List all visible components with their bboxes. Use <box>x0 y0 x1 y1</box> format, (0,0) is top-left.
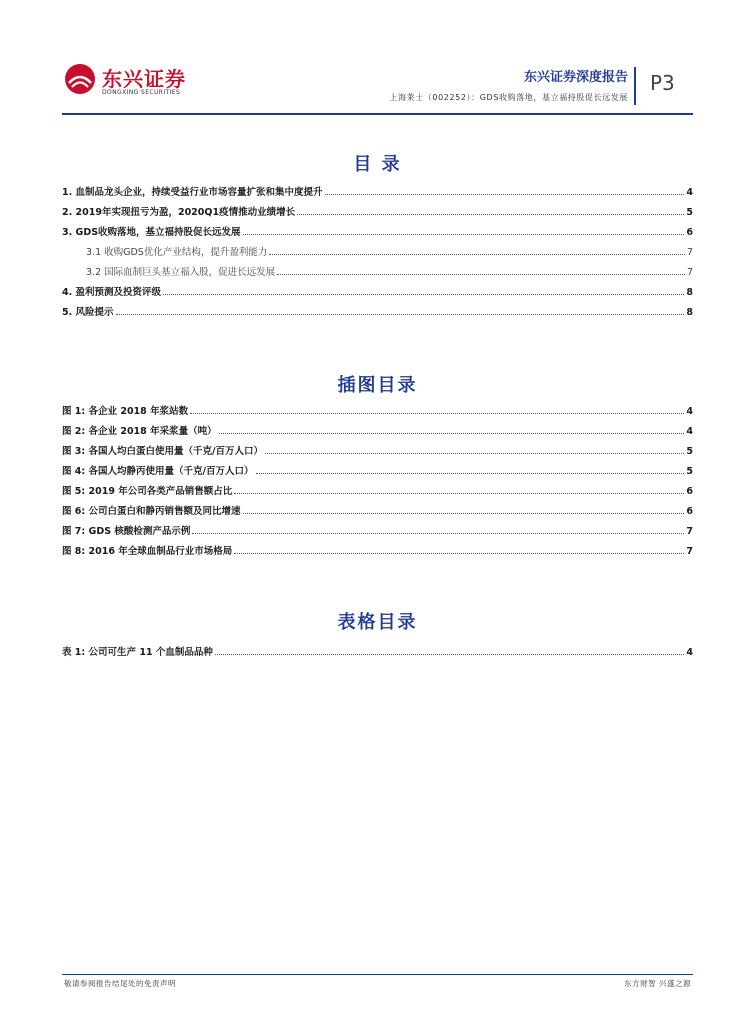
toc-item-text: 4. 盈利预测及投资评级 <box>62 287 162 298</box>
figure-item-text: 图 7: GDS 核酸检测产品示例 <box>62 526 191 537</box>
figure-item-page: 6 <box>686 506 693 517</box>
logo-english-name: DONGXING SECURITIES <box>102 89 181 96</box>
leader-dots <box>265 453 684 454</box>
toc-item-text: 3.1 收购GDS优化产业结构，提升盈利能力 <box>86 247 268 258</box>
leader-dots <box>234 553 684 554</box>
toc-item[interactable] <box>62 224 693 238</box>
logo-chinese-name: 东兴证券 <box>102 67 186 91</box>
figure-item-page: 4 <box>686 426 693 437</box>
leader-dots <box>163 294 684 295</box>
toc-item-page: 7 <box>686 267 693 278</box>
figure-item[interactable] <box>62 463 693 477</box>
figures-title: 插图目录 <box>337 375 418 396</box>
toc-item[interactable] <box>62 304 693 318</box>
dongxing-logo <box>64 63 214 103</box>
figure-item-text: 图 2: 各企业 2018 年采浆量（吨） <box>62 426 217 437</box>
toc-item-text: 3. GDS收购落地，基立福持股促长远发展 <box>62 227 241 238</box>
header-rule <box>62 113 693 115</box>
toc-item-page: 7 <box>686 247 693 258</box>
figure-item-page: 7 <box>686 546 693 557</box>
figure-item-page: 7 <box>686 526 693 537</box>
toc-item[interactable] <box>62 204 693 218</box>
figure-item[interactable] <box>62 443 693 457</box>
table-item-text: 表 1: 公司可生产 11 个血制品品种 <box>62 647 213 658</box>
leader-dots <box>190 413 684 414</box>
figure-item[interactable] <box>62 423 693 437</box>
leader-dots <box>256 473 685 474</box>
header-divider <box>634 67 636 105</box>
footer-slogan: 东方财智 兴盛之源 <box>624 979 691 988</box>
toc-title: 目 录 <box>353 154 402 175</box>
tables-title: 表格目录 <box>337 612 418 633</box>
figure-item[interactable] <box>62 403 693 417</box>
leader-dots <box>116 314 685 315</box>
toc-subitem[interactable] <box>86 244 693 258</box>
figure-item[interactable] <box>62 483 693 497</box>
figure-item-page: 5 <box>686 446 693 457</box>
footer-disclaimer: 敬请参阅报告结尾处的免责声明 <box>64 979 176 988</box>
toc-item[interactable] <box>62 184 693 198</box>
leader-dots <box>234 493 684 494</box>
figure-item-text: 图 3: 各国人均白蛋白使用量（千克/百万人口） <box>62 446 263 457</box>
toc-item-page: 5 <box>686 207 693 218</box>
toc-item-text: 5. 风险提示 <box>62 307 114 318</box>
figure-item-text: 图 4: 各国人均静丙使用量（千克/百万人口） <box>62 466 254 477</box>
toc-item-text: 3.2 国际血制巨头基立福入股，促进长远发展 <box>86 267 276 278</box>
leader-dots <box>325 194 685 195</box>
toc-item[interactable] <box>62 284 693 298</box>
figure-item[interactable] <box>62 503 693 517</box>
table-item[interactable] <box>62 644 693 658</box>
dongxing-logo-mark-icon <box>64 63 96 95</box>
figure-item-text: 图 1: 各企业 2018 年浆站数 <box>62 406 189 417</box>
toc-item-page: 8 <box>686 287 693 298</box>
leader-dots <box>297 214 684 215</box>
toc-item-page: 6 <box>686 227 693 238</box>
leader-dots <box>192 533 684 534</box>
toc-item-page: 8 <box>686 307 693 318</box>
table-item-page: 4 <box>686 647 693 658</box>
leader-dots <box>269 254 685 255</box>
figure-item-text: 图 6: 公司白蛋白和静丙销售额及同比增速 <box>62 506 241 517</box>
toc-subitem[interactable] <box>86 264 693 278</box>
figure-item-page: 4 <box>686 406 693 417</box>
figure-item[interactable] <box>62 543 693 557</box>
page-number: P3 <box>650 71 675 95</box>
report-subtitle: 上海莱士（002252）：GDS收购落地，基立福持股促长远发展 <box>389 93 628 102</box>
leader-dots <box>243 513 685 514</box>
report-title: 东兴证券深度报告 <box>523 70 628 85</box>
toc-item-text: 2. 2019年实现扭亏为盈，2020Q1疫情推动业绩增长 <box>62 207 296 218</box>
toc-item-text: 1. 血制品龙头企业，持续受益行业市场容量扩张和集中度提升 <box>62 187 323 198</box>
leader-dots <box>243 234 685 235</box>
leader-dots <box>277 274 685 275</box>
leader-dots <box>215 654 685 655</box>
toc-item-page: 4 <box>686 187 693 198</box>
figure-item-page: 5 <box>686 466 693 477</box>
footer-rule <box>62 974 693 975</box>
figure-item-text: 图 8: 2016 年全球血制品行业市场格局 <box>62 546 233 557</box>
figure-item-text: 图 5: 2019 年公司各类产品销售额占比 <box>62 486 233 497</box>
figure-item-page: 6 <box>686 486 693 497</box>
leader-dots <box>219 433 685 434</box>
figure-item[interactable] <box>62 523 693 537</box>
